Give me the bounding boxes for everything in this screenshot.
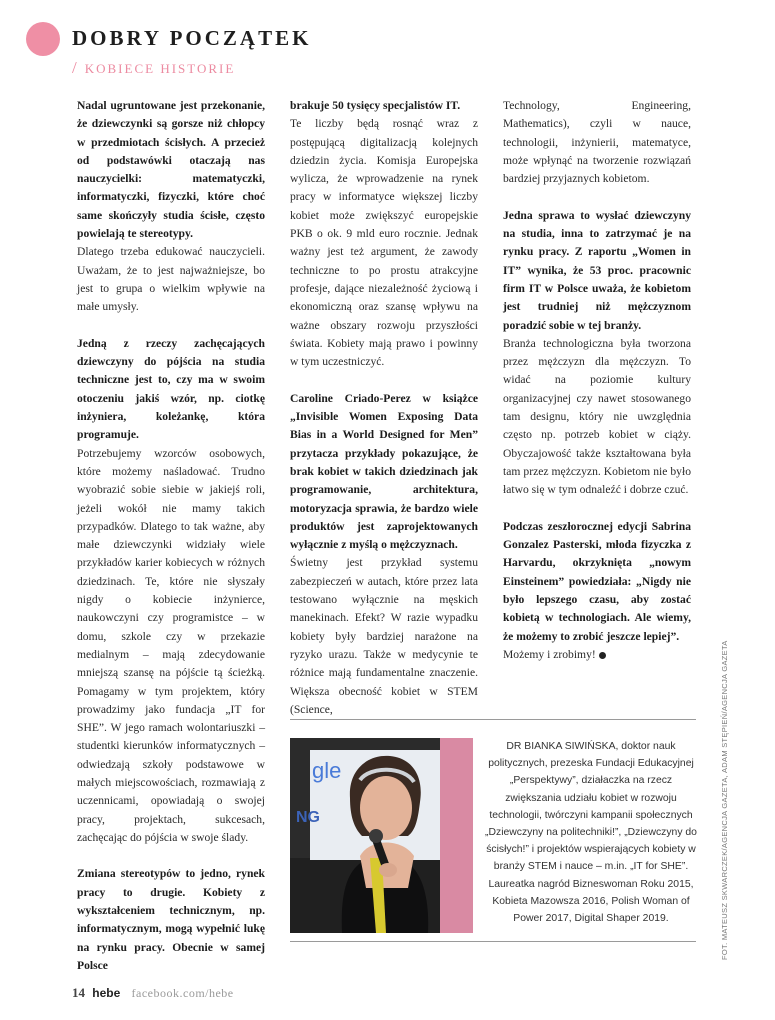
article-column-1 <box>77 97 265 975</box>
author-description: doktor nauk politycznych, prezeska Fundacji Edukacyjnej „Perspektywy”, działaczka na rzecz zwiększania udziału kobiet w rozwoju technologii, twórczyni kampanii społecznych „Dziewczyny na politechniki!”, „Dziewczyny do ścisłych!” i projektów wspierających kobiety w branży STEM i nauce – m.in. „IT for SHE”. Laureatka nagród Bizneswoman Roku 2015, Kobieta Mazowsza 2016, Polish Woman of Power 2017, Digital Shaper 2019. <box>485 741 697 925</box>
paragraph: Technology, Engineering, Mathematics), czyli w nauce, technologii, inżynierii, matematyce, może wpłynąć na tworzenie rozwiązań bardziej przyjaznych kobietom. <box>503 99 691 186</box>
banner-text-2: NG <box>296 809 320 826</box>
author-name: DR BIANKA SIWIŃSKA, <box>506 741 619 752</box>
bio-bottom-divider <box>290 941 696 942</box>
paragraph: Dlatego trzeba edukować nauczycieli. Uważam, że to jest najważniejsze, bo jest to grupa o wielkim wpływie na małe umysły. <box>77 245 265 314</box>
section-marker-dot <box>26 22 60 56</box>
bio-top-divider <box>290 719 696 720</box>
paragraph: brakuje 50 tysięcy specjalistów IT. <box>290 99 461 112</box>
author-photo <box>290 738 473 933</box>
paragraph: Branża technologiczna była tworzona przez mężczyzn dla mężczyzn. To widać na poziomie kultury organizacyjnej czy nawet stosowanego tam designu, który nie uwzględnia często np. potrzeb kobiet w ciąży. Obyczajowość także kształtowana była tam przez mężczyzn. Kobietom nie było łatwo się w tym odnaleźć i dobrze czuć. <box>503 336 691 497</box>
paragraph: Caroline Criado-Perez w książce „Invisible Women Exposing Data Bias in a World Designed for Men” przytacza przykłady pokazujące, że brak kobiet w takich dziedzinach jak programowanie, architektura, motoryzacja sprawia, że bardzo wiele produktów jest zaprojektowanych wyłącznie z myślą o mężczyznach. <box>290 391 478 552</box>
section-title: DOBRY POCZĄTEK <box>72 26 312 50</box>
paragraph: Potrzebujemy wzorców osobowych, które możemy naśladować. Trudno wyobrazić sobie siebie w jakiejś roli, jeżeli wokół nie mamy takich przypadków. Dlatego to tak ważne, aby małe dziewczynki widziały wiele przykładów karier kobiecych w różnych dziedzinach. Te, które nie słyszały nigdy o kobiecie inżyniercе, naukowczyni czy programistce – w domu, szkole czy w przekazie medialnym – mają zdecydowanie mniejszą szansę na pójście tą ścieżką. Pomagamy w tym projektem, który prowadzimy jako fundacja „IT for SHE”. W jego ramach wolontariuszki – studentki kierunków informatycznych – odwiedzają szkoły podstawowe w małych miejscowościach, rozmawiają z uczennicami, opowiadają o swojej pracy, projektach, sukcesach, zachęcając do pójścia w swoje ślady. <box>77 446 265 844</box>
paragraph: Jedna sprawa to wysłać dziewczyny na studia, inna to zatrzymać je na rynku pracy. Z raportu „Women in IT” wynika, że 53 proc. pracownic firm IT w Polsce uważa, że kobietom jest trudniej niż mężczyznom poradzić sobie w tej branży. <box>503 208 691 332</box>
magazine-brand: hebe <box>92 986 121 1000</box>
photo-credit: FOT. MATEUSZ SKWARCZEK/AGENCJA GAZETA, ADAM STĘPIEŃ/AGENCJA GAZETA <box>720 640 729 960</box>
paragraph: Możemy i zrobimy! <box>503 646 691 664</box>
author-bio <box>485 738 697 927</box>
page-number: 14 <box>72 985 85 1000</box>
end-of-article-dot <box>599 652 606 659</box>
subtitle-text: KOBIECE HISTORIE <box>84 61 236 76</box>
paragraph: Jedną z rzeczy zachęcających dziewczyny do pójścia na studia techniczne jest to, czy ma w swoim otoczeniu jakiś wzór, np. ciotkę inżyniera, koleżankę, która programuje. <box>77 336 265 442</box>
page-footer <box>72 985 234 1001</box>
paragraph: Zmiana stereotypów to jedno, rynek pracy to drugie. Kobiety z wykształceniem technicznym, np. informatycznym, mogą wypełnić lukę na rynku pracy. Obecnie w samej Polsce <box>77 867 265 972</box>
paragraph: Podczas zeszłorocznej edycji Sabrina Gonzalez Pasterski, młoda fizyczka z Harvardu, okrzyknięta „nowym Einsteinem” powiedziała: „Nigdy nie było lepszego czasu, aby zostać kobietą w technologiach. Ale wiemy, że możemy to zrobić jeszcze lepiej”. <box>503 519 691 643</box>
facebook-link[interactable]: facebook.com/hebe <box>131 986 234 1000</box>
article-column-2 <box>290 97 478 719</box>
paragraph: Nadal ugruntowane jest przekonanie, że dziewczynki są gorsze niż chłopcy w przedmiotach ścisłych. A przecież od podstawówki otaczają nas nauczycielki: matematyczki, informatyczki, fizyczki, które choć same skończyły studia ścisłe, często powielają te stereotypy. <box>77 99 265 241</box>
article-column-3 <box>503 97 691 664</box>
paragraph: Te liczby będą rosnąć wraz z postępującą digitalizacją kolejnych dziedzin życia. Komisja Europejska wylicza, że wprowadzenie na rynek pracy w informatyce większej liczby kobiet może zwiększyć europejskie PKB o ok. 9 mld euro rocznie. Jednak ważny jest też argument, że zawody techniczne to po prostu atrakcyjne profesje, dające niezależność życiową i ekonomiczną oraz szansę wpływu na ważne obszary rozwoju przyszłości świata. Kobiety mają prawo i powinny w tym uczestniczyć. <box>290 117 478 369</box>
paragraph: Świetny jest przykład systemu zabezpieczeń w autach, które przez lata testowano wyłącznie na męskich manekinach. Efekt? W razie wypadku kobiety były bardziej narażone na ryzyko urazu. Także w medycynie te różnice mają fundamentalne znaczenie. Większa obecność kobiet w STEM (Science, <box>290 556 478 716</box>
subtitle-slash: / <box>72 58 79 77</box>
banner-text: gle <box>312 758 342 783</box>
section-subtitle <box>72 58 235 78</box>
